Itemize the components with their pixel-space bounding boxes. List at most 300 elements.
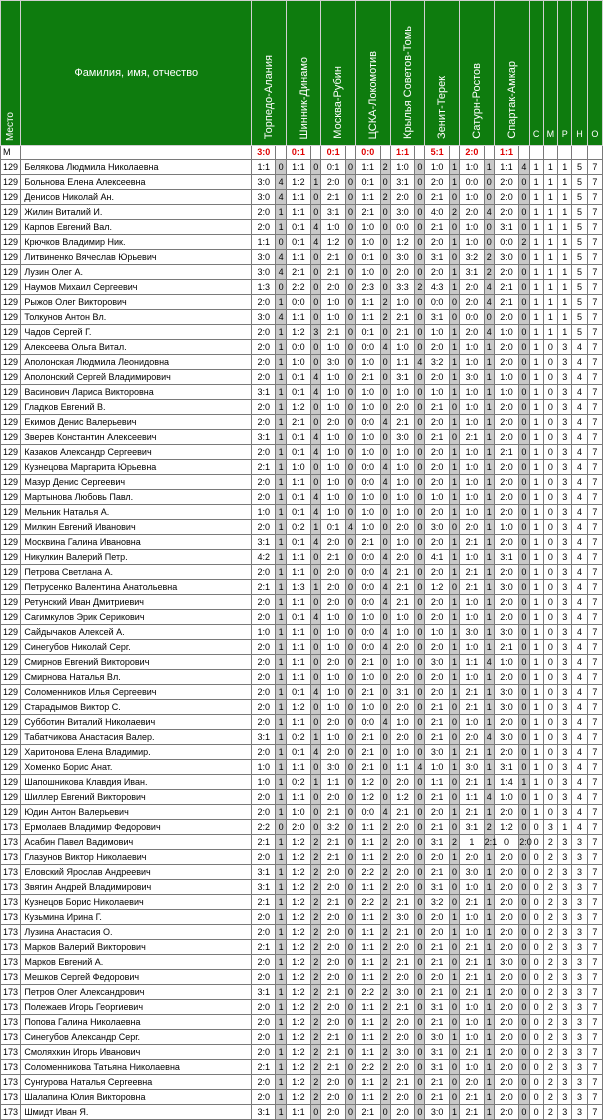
- place-cell: 129: [1, 625, 21, 640]
- participant-row: [1, 850, 603, 865]
- forecast-score: 2:1: [425, 715, 449, 730]
- forecast-score: 4:0: [425, 205, 449, 220]
- stat-cell: 7: [587, 790, 602, 805]
- forecast-score: 2:0: [494, 1075, 518, 1090]
- forecast-points: 4: [484, 730, 494, 745]
- forecast-points: 4: [311, 745, 321, 760]
- forecast-points: 0: [415, 490, 425, 505]
- name-cell: Казаков Александр Сергеевич: [21, 445, 252, 460]
- forecast-score: 2:0: [494, 175, 518, 190]
- forecast-score: 3:1: [425, 835, 449, 850]
- forecast-points: 2: [311, 1030, 321, 1045]
- forecast-score: 1:2: [390, 790, 414, 805]
- participant-row: [1, 520, 603, 535]
- forecast-points: 0: [519, 730, 529, 745]
- forecast-points: 1: [484, 805, 494, 820]
- place-cell: 129: [1, 250, 21, 265]
- forecast-score: 0:0: [494, 235, 518, 250]
- forecast-points: 0: [519, 715, 529, 730]
- forecast-score: 3:0: [425, 1105, 449, 1120]
- stat-cell: 0: [543, 760, 557, 775]
- forecast-points: 0: [345, 460, 355, 475]
- forecast-points: 1: [449, 325, 459, 340]
- stat-cell: 4: [572, 340, 587, 355]
- forecast-points: 0: [311, 190, 321, 205]
- forecast-points: 0: [519, 430, 529, 445]
- forecast-points: 0: [311, 550, 321, 565]
- forecast-score: 2:0: [390, 865, 414, 880]
- forecast-score: 1:0: [460, 400, 484, 415]
- forecast-score: 2:1: [425, 400, 449, 415]
- forecast-score: 1:2: [286, 175, 310, 190]
- forecast-points: 1: [484, 490, 494, 505]
- forecast-score: 2:0: [390, 880, 414, 895]
- forecast-score: 3:1: [252, 385, 276, 400]
- stat-cell: 4: [572, 775, 587, 790]
- forecast-points: 0: [345, 655, 355, 670]
- stat-cell: 1: [529, 460, 543, 475]
- forecast-score: 2:0: [494, 505, 518, 520]
- participant-row: [1, 445, 603, 460]
- place-cell: 173: [1, 1090, 21, 1105]
- forecast-points: 1: [484, 700, 494, 715]
- forecast-points: 0: [415, 505, 425, 520]
- stat-cell: 1: [529, 400, 543, 415]
- forecast-points: 0: [380, 175, 390, 190]
- forecast-points: 0: [519, 205, 529, 220]
- forecast-points: 4: [276, 190, 286, 205]
- forecast-score: 2:0: [252, 670, 276, 685]
- forecast-points: 1: [484, 715, 494, 730]
- forecast-score: 2:0: [494, 190, 518, 205]
- forecast-points: 0: [345, 535, 355, 550]
- forecast-points: 1: [484, 865, 494, 880]
- forecast-points: 4: [345, 520, 355, 535]
- forecast-points: 0: [415, 925, 425, 940]
- stat-cell: 3: [558, 355, 572, 370]
- forecast-score: 2:0: [460, 850, 484, 865]
- stat-cell: 0: [529, 1075, 543, 1090]
- forecast-points: 2: [380, 160, 390, 175]
- forecast-score: 2:1: [252, 460, 276, 475]
- place-cell: 129: [1, 385, 21, 400]
- forecast-points: 0: [449, 1000, 459, 1015]
- forecast-points: 0: [380, 445, 390, 460]
- forecast-points: 0: [311, 280, 321, 295]
- stat-cell: 7: [587, 430, 602, 445]
- stat-cell: 4: [572, 820, 587, 835]
- forecast-score: 2:0: [494, 805, 518, 820]
- forecast-points: 1: [276, 790, 286, 805]
- forecast-score: 1:4: [494, 775, 518, 790]
- forecast-score: 2:0: [321, 1105, 345, 1120]
- forecast-score: 1:1: [356, 835, 380, 850]
- forecast-score: 3:0: [460, 865, 484, 880]
- forecast-points: 4: [415, 355, 425, 370]
- forecast-points: 1: [449, 550, 459, 565]
- forecast-points: 2: [311, 865, 321, 880]
- forecast-score: 2:0: [425, 595, 449, 610]
- forecast-score: 1:1: [286, 760, 310, 775]
- forecast-score: 1:0: [460, 475, 484, 490]
- name-cell: Ретунский Иван Дмитриевич: [21, 595, 252, 610]
- place-cell: 129: [1, 445, 21, 460]
- forecast-score: 2:0: [252, 325, 276, 340]
- forecast-score: 1:0: [286, 355, 310, 370]
- forecast-points: 1: [449, 235, 459, 250]
- forecast-points: 0: [311, 715, 321, 730]
- forecast-points: 4: [311, 235, 321, 250]
- participant-row: [1, 640, 603, 655]
- forecast-points: 2: [311, 910, 321, 925]
- stat-cell: 1: [529, 340, 543, 355]
- name-cell: Кузнецова Маргарита Юрьевна: [21, 460, 252, 475]
- forecast-points: 0: [311, 265, 321, 280]
- stat-cell: 7: [587, 820, 602, 835]
- forecast-score: 0:1: [286, 745, 310, 760]
- participant-row: [1, 910, 603, 925]
- name-cell: Наумов Михаил Сергеевич: [21, 280, 252, 295]
- forecast-points: 1: [449, 460, 459, 475]
- forecast-points: 1: [484, 505, 494, 520]
- participant-row: [1, 940, 603, 955]
- place-cell: 129: [1, 520, 21, 535]
- forecast-score: 2:0: [252, 205, 276, 220]
- forecast-points: 0: [415, 1045, 425, 1060]
- forecast-score: 2:1: [252, 895, 276, 910]
- forecast-points: 0: [345, 385, 355, 400]
- forecast-points: 0: [415, 655, 425, 670]
- forecast-points: 0: [519, 1045, 529, 1060]
- stat-cell: 3: [572, 1075, 587, 1090]
- forecast-points: 1: [484, 370, 494, 385]
- forecast-score: 2:1: [425, 940, 449, 955]
- forecast-score: 2:0: [494, 1045, 518, 1060]
- forecast-points: 4: [380, 565, 390, 580]
- stat-cell: 1: [529, 670, 543, 685]
- forecast-points: 2: [380, 880, 390, 895]
- forecast-score: 0:0: [356, 805, 380, 820]
- stat-cell: 7: [587, 295, 602, 310]
- stat-cell: 1: [558, 160, 572, 175]
- name-cell: Асабин Павел Вадимович: [21, 835, 252, 850]
- forecast-points: 0: [345, 685, 355, 700]
- forecast-score: 1:1: [356, 925, 380, 940]
- name-cell: Белякова Людмила Николаевна: [21, 160, 252, 175]
- participant-row: [1, 460, 603, 475]
- forecast-score: 1:1: [286, 640, 310, 655]
- name-cell: Петрусенко Валентина Анатольевна: [21, 580, 252, 595]
- forecast-points: 2: [311, 925, 321, 940]
- forecast-points: 0: [519, 700, 529, 715]
- stat-cell: 7: [587, 325, 602, 340]
- forecast-points: 0: [449, 295, 459, 310]
- forecast-score: 1:0: [494, 520, 518, 535]
- forecast-points: 1: [484, 535, 494, 550]
- forecast-score: 2:1: [252, 580, 276, 595]
- forecast-points: 1: [276, 685, 286, 700]
- participant-row: [1, 475, 603, 490]
- stat-cell: 7: [587, 580, 602, 595]
- name-cell: Жилин Виталий И.: [21, 205, 252, 220]
- name-cell: Алексеева Ольга Витал.: [21, 340, 252, 355]
- participant-row: [1, 925, 603, 940]
- participant-row: [1, 370, 603, 385]
- participant-row: [1, 805, 603, 820]
- forecast-score: 2:0: [321, 655, 345, 670]
- forecast-points: 0: [345, 925, 355, 940]
- forecast-score: 1:0: [494, 655, 518, 670]
- stat-cell: 0: [543, 355, 557, 370]
- forecast-points: 1: [484, 460, 494, 475]
- forecast-score: 1:2: [286, 1015, 310, 1030]
- stat-cell: 1: [529, 790, 543, 805]
- forecast-score: 1:1: [356, 1075, 380, 1090]
- participant-row: [1, 760, 603, 775]
- stat-cell: 7: [587, 1105, 602, 1120]
- stat-cell: 1: [543, 310, 557, 325]
- stat-cell: 1: [529, 265, 543, 280]
- place-cell: 129: [1, 220, 21, 235]
- stat-cell: 0: [543, 445, 557, 460]
- forecast-score: 0:1: [321, 520, 345, 535]
- forecast-score: 3:0: [390, 205, 414, 220]
- stat-cell: 3: [572, 880, 587, 895]
- stat-cell: 0: [543, 685, 557, 700]
- forecast-score: 2:0: [252, 595, 276, 610]
- forecast-points: 1: [484, 1045, 494, 1060]
- name-cell: Полежаев Игорь Георгиевич: [21, 1000, 252, 1015]
- forecast-points: 1: [276, 655, 286, 670]
- forecast-points: 0: [345, 865, 355, 880]
- stat-cell: 3: [543, 820, 557, 835]
- forecast-score: 2:1: [425, 985, 449, 1000]
- forecast-points: 1: [449, 595, 459, 610]
- forecast-points: 1: [449, 970, 459, 985]
- forecast-score: 0:0: [356, 565, 380, 580]
- stat-cell: 1: [558, 250, 572, 265]
- forecast-points: 0: [519, 760, 529, 775]
- stat-cell: 0: [529, 835, 543, 850]
- forecast-points: 0: [345, 310, 355, 325]
- forecast-score: 3:0: [460, 625, 484, 640]
- name-cell: Чадов Сергей Г.: [21, 325, 252, 340]
- forecast-points: 0: [345, 985, 355, 1000]
- forecast-points: 1: [449, 505, 459, 520]
- forecast-score: 2:0: [321, 565, 345, 580]
- name-cell: Шалапина Юлия Викторовна: [21, 1090, 252, 1105]
- forecast-score: 2:0: [321, 910, 345, 925]
- forecast-score: 0:0: [286, 340, 310, 355]
- forecast-score: 1:2: [286, 400, 310, 415]
- forecast-score: 3:2: [321, 820, 345, 835]
- forecast-score: 1:0: [390, 655, 414, 670]
- forecast-score: 2:1: [356, 535, 380, 550]
- forecast-points: 2: [380, 940, 390, 955]
- actual-result: 0:0: [356, 146, 380, 160]
- forecast-score: 2:1: [425, 430, 449, 445]
- forecast-score: 1:0: [356, 490, 380, 505]
- forecast-points: 0: [519, 1000, 529, 1015]
- forecast-points: 0: [519, 565, 529, 580]
- forecast-score: 2:1: [321, 985, 345, 1000]
- forecast-points: 1: [276, 1060, 286, 1075]
- stat-cell: 3: [558, 745, 572, 760]
- stat-cell: 7: [587, 1060, 602, 1075]
- forecast-points: 2: [311, 940, 321, 955]
- forecast-points: 0: [345, 730, 355, 745]
- forecast-score: 2:1: [425, 190, 449, 205]
- stat-cell: 3: [558, 985, 572, 1000]
- forecast-score: 2:1: [425, 1090, 449, 1105]
- forecast-score: 2:0: [252, 715, 276, 730]
- stat-cell: 7: [587, 550, 602, 565]
- stat-cell: 7: [587, 385, 602, 400]
- forecast-points: 0: [449, 400, 459, 415]
- forecast-score: 1:1: [356, 310, 380, 325]
- forecast-points: 1: [276, 850, 286, 865]
- stat-cell: 7: [587, 565, 602, 580]
- forecast-points: 0: [345, 625, 355, 640]
- forecast-points: 0: [311, 250, 321, 265]
- stat-cell: 4: [572, 490, 587, 505]
- forecast-score: 1:0: [321, 430, 345, 445]
- place-cell: 173: [1, 895, 21, 910]
- forecast-points: 2: [484, 265, 494, 280]
- forecast-points: 0: [380, 490, 390, 505]
- forecast-score: 3:1: [494, 220, 518, 235]
- place-cell: 129: [1, 430, 21, 445]
- participant-row: [1, 580, 603, 595]
- forecast-score: 3:0: [321, 760, 345, 775]
- forecast-points: 0: [519, 490, 529, 505]
- stat-cell: 2: [543, 1090, 557, 1105]
- place-cell: 129: [1, 235, 21, 250]
- forecast-score: 1:0: [321, 685, 345, 700]
- forecast-score: 3:0: [494, 250, 518, 265]
- forecast-points: 2: [380, 895, 390, 910]
- forecast-score: 2:0: [494, 985, 518, 1000]
- forecast-points: 0: [415, 730, 425, 745]
- forecast-points: 4: [380, 805, 390, 820]
- forecast-score: 2:1: [356, 745, 380, 760]
- forecast-score: 0:2: [286, 520, 310, 535]
- forecast-score: 2:2: [356, 865, 380, 880]
- stat-cell: 0: [529, 910, 543, 925]
- forecast-score: 0:0: [356, 460, 380, 475]
- forecast-score: 0:0: [356, 475, 380, 490]
- stat-cell: 1: [558, 295, 572, 310]
- forecast-score: 3:1: [425, 1060, 449, 1075]
- stat-cell: 0: [543, 640, 557, 655]
- forecast-score: 0:1: [286, 235, 310, 250]
- forecast-score: 2:1: [321, 325, 345, 340]
- forecast-score: 1:0: [460, 385, 484, 400]
- forecast-points: 2: [380, 910, 390, 925]
- name-cell: Мельник Наталья А.: [21, 505, 252, 520]
- forecast-points: 0: [415, 175, 425, 190]
- stat-cell: 1: [529, 655, 543, 670]
- forecast-score: 1:2: [286, 910, 310, 925]
- forecast-score: 2:0: [494, 490, 518, 505]
- forecast-score: 2:1: [356, 730, 380, 745]
- forecast-score: 1:0: [356, 520, 380, 535]
- forecast-points: 1: [276, 640, 286, 655]
- forecast-points: 1: [276, 1045, 286, 1060]
- forecast-points: 0: [311, 625, 321, 640]
- forecast-points: 1: [276, 940, 286, 955]
- forecast-score: 2:0: [425, 340, 449, 355]
- actual-results-row: [1, 146, 603, 160]
- forecast-score: 2:0: [252, 970, 276, 985]
- stat-cell: 7: [587, 610, 602, 625]
- participant-row: [1, 880, 603, 895]
- stat-cell: 2: [543, 835, 557, 850]
- forecast-points: 2: [380, 820, 390, 835]
- place-cell: 129: [1, 535, 21, 550]
- name-cell: Шмидт Иван Я.: [21, 1105, 252, 1120]
- forecast-points: 0: [415, 595, 425, 610]
- forecast-score: 1:3: [286, 580, 310, 595]
- stat-cell: 1: [543, 160, 557, 175]
- stat-cell: 0: [543, 460, 557, 475]
- stat-cell: 7: [587, 1030, 602, 1045]
- stat-cell: 0: [543, 385, 557, 400]
- forecast-score: 1:0: [460, 925, 484, 940]
- forecast-points: 1: [449, 445, 459, 460]
- forecast-points: 0: [345, 430, 355, 445]
- forecast-score: 2:0: [252, 850, 276, 865]
- name-cell: Зверев Константин Алексеевич: [21, 430, 252, 445]
- forecast-score: 2:1: [390, 1000, 414, 1015]
- forecast-score: 1:0: [286, 805, 310, 820]
- forecast-points: 0: [415, 325, 425, 340]
- forecast-points: 1: [449, 340, 459, 355]
- forecast-points: 1: [276, 1075, 286, 1090]
- forecast-score: 2:1: [460, 1090, 484, 1105]
- place-cell: 129: [1, 370, 21, 385]
- match-header: Торпедо-Алания: [252, 1, 287, 146]
- forecast-score: 2:0: [425, 415, 449, 430]
- forecast-points: 1: [276, 715, 286, 730]
- forecast-score: 0:0: [356, 625, 380, 640]
- forecast-score: 2:0: [252, 610, 276, 625]
- forecast-points: 0: [345, 370, 355, 385]
- forecast-score: 2:2: [356, 895, 380, 910]
- stat-cell: 5: [572, 160, 587, 175]
- forecast-score: 1:0: [252, 505, 276, 520]
- forecast-points: 0: [345, 190, 355, 205]
- forecast-points: 0: [345, 265, 355, 280]
- place-cell: 173: [1, 925, 21, 940]
- forecast-score: 1:1: [321, 775, 345, 790]
- name-cell: Аполонская Людмила Леонидовна: [21, 355, 252, 370]
- forecast-points: 1: [484, 1075, 494, 1090]
- forecast-points: 0: [449, 985, 459, 1000]
- stat-cell: 4: [572, 625, 587, 640]
- forecast-score: 1:0: [494, 790, 518, 805]
- forecast-score: 1:0: [425, 490, 449, 505]
- forecast-points: 0: [415, 625, 425, 640]
- forecast-score: 1:0: [321, 490, 345, 505]
- forecast-score: 2:0: [252, 1090, 276, 1105]
- forecast-score: 1:0: [356, 220, 380, 235]
- forecast-score: 1:0: [321, 400, 345, 415]
- stat-cell: 3: [558, 520, 572, 535]
- name-cell: Толкунов Антон Вл.: [21, 310, 252, 325]
- stat-cell: 3: [558, 865, 572, 880]
- participant-row: [1, 955, 603, 970]
